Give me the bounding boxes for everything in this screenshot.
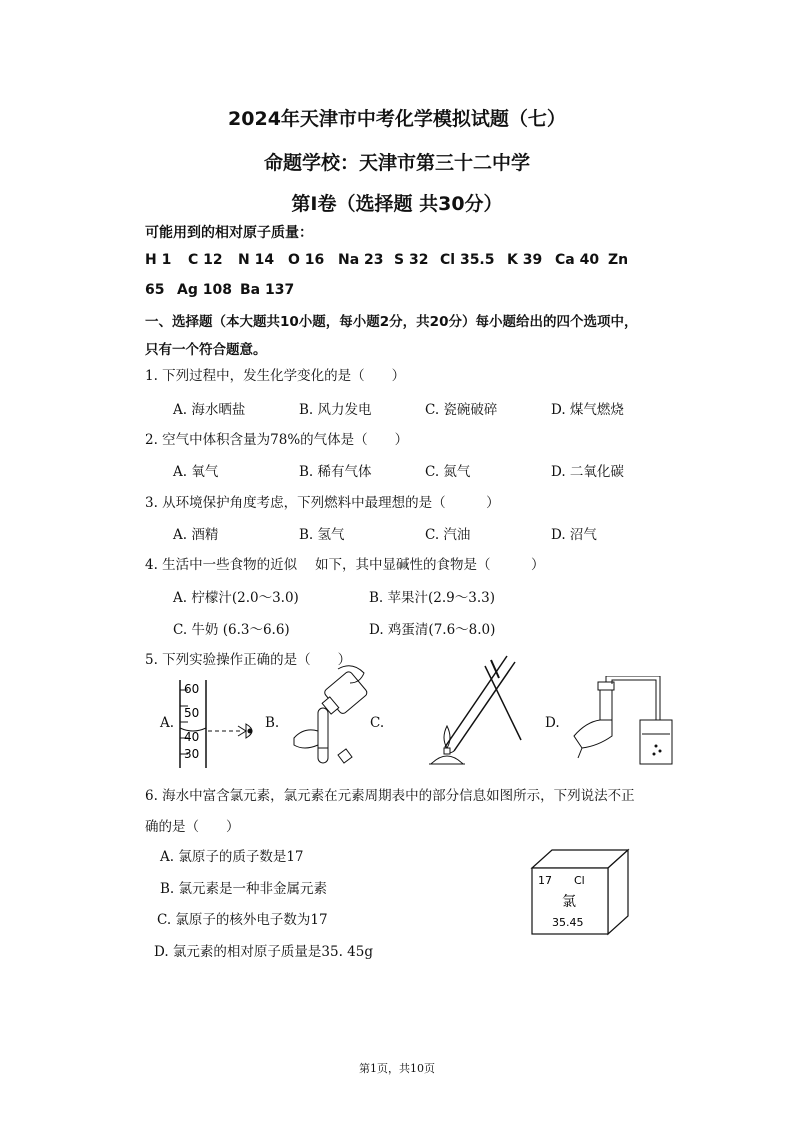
atomic-mass-item: C 12 xyxy=(188,252,223,268)
periodic-element-figure xyxy=(524,844,632,936)
atomic-mass-item: H 1 xyxy=(145,252,172,268)
part1-intro: 只有一个符合题意。 xyxy=(145,342,267,358)
option-c: C. 瓷碗破碎 xyxy=(425,402,498,418)
atomic-mass-item: N 14 xyxy=(238,252,275,268)
exam-school: 命题学校：天津市第三十二中学 xyxy=(263,152,530,174)
part1-intro: 一、选择题（本大题共10小题，每小题2分，共20分）每小题给出的四个选项中， xyxy=(145,314,638,330)
option-d: D. 二氧化碳 xyxy=(551,464,624,480)
atomic-mass-label: 可能用到的相对原子质量： xyxy=(145,225,313,241)
atomic-mass-item: 65 xyxy=(145,282,165,298)
pouring-liquid-figure xyxy=(280,663,370,775)
question-stem: 4. 生活中一些食物的近似 如下，其中显碱性的食物是（ ） xyxy=(145,557,545,573)
atomic-mass-item: S 32 xyxy=(394,252,429,268)
element-name: 氯 xyxy=(562,894,576,910)
question-stem: 3. 从环境保护角度考虑，下列燃料中最理想的是（ ） xyxy=(145,495,500,511)
option-c: C. 氮气 xyxy=(425,464,471,480)
option-a: A. 柠檬汁(2.0～3.0) xyxy=(173,590,299,606)
option-d: D. xyxy=(545,715,560,731)
question-stem: 6. 海水中富含氯元素，氯元素在元素周期表中的部分信息如图所示，下列说法不正 xyxy=(145,788,635,804)
tick-label: 40 xyxy=(184,730,200,744)
option-a: A. xyxy=(160,715,175,731)
atomic-mass-item: Ba 137 xyxy=(240,282,295,298)
atomic-mass-item: Cl 35.5 xyxy=(440,252,495,268)
option-a: A. 海水晒盐 xyxy=(173,402,246,418)
atomic-number: 17 xyxy=(538,874,552,887)
option-d: D. 煤气燃烧 xyxy=(551,402,624,418)
tick-label: 60 xyxy=(184,682,200,696)
option-a: A. 酒精 xyxy=(173,527,219,543)
tick-label: 30 xyxy=(184,747,200,761)
atomic-mass-item: Na 23 xyxy=(338,252,384,268)
option-c: C. 牛奶 (6.3～6.6) xyxy=(173,622,290,638)
atomic-mass: 35.45 xyxy=(552,916,584,929)
option-c: C. xyxy=(370,715,385,731)
atomic-mass-item: Zn xyxy=(608,252,629,268)
option-a: A. 氧气 xyxy=(173,464,219,480)
section-title: 第Ⅰ卷（选择题 共30分） xyxy=(291,193,503,215)
option-c: C. 氯原子的核外电子数为17 xyxy=(157,912,328,928)
atomic-mass-item: Ca 40 xyxy=(555,252,600,268)
option-b: B. 稀有气体 xyxy=(299,464,372,480)
option-a: A. 氯原子的质子数是17 xyxy=(160,849,304,865)
question-stem: 2. 空气中体积含量为78%的气体是（ ） xyxy=(145,432,409,448)
option-b: B. 苹果汁(2.9～3.3) xyxy=(369,590,495,606)
cylinder-reading-figure xyxy=(172,676,262,771)
element-symbol: Cl xyxy=(574,874,585,887)
question-stem: 5. 下列实验操作正确的是（ ） xyxy=(145,652,352,668)
atomic-mass-item: O 16 xyxy=(288,252,325,268)
airtightness-check-figure xyxy=(568,676,680,774)
tick-label: 50 xyxy=(184,706,200,720)
exam-title: 2024年天津市中考化学模拟试题（七） xyxy=(228,108,566,130)
option-b: B. xyxy=(265,715,280,731)
page-footer: 第1页，共10页 xyxy=(359,1062,435,1075)
option-b: B. 氯元素是一种非金属元素 xyxy=(160,881,328,897)
option-d: D. 氯元素的相对原子质量是35. 45g xyxy=(154,944,374,960)
option-d: D. 沼气 xyxy=(551,527,597,543)
question-stem: 确的是（ ） xyxy=(145,819,240,835)
question-stem: 1. 下列过程中，发生化学变化的是（ ） xyxy=(145,368,406,384)
option-b: B. 风力发电 xyxy=(299,402,372,418)
option-d: D. 鸡蛋清(7.6～8.0) xyxy=(369,622,496,638)
option-c: C. 汽油 xyxy=(425,527,471,543)
heating-figure xyxy=(425,652,525,774)
atomic-mass-item: Ag 108 xyxy=(177,282,232,298)
atomic-mass-item: K 39 xyxy=(507,252,543,268)
option-b: B. 氢气 xyxy=(299,527,345,543)
